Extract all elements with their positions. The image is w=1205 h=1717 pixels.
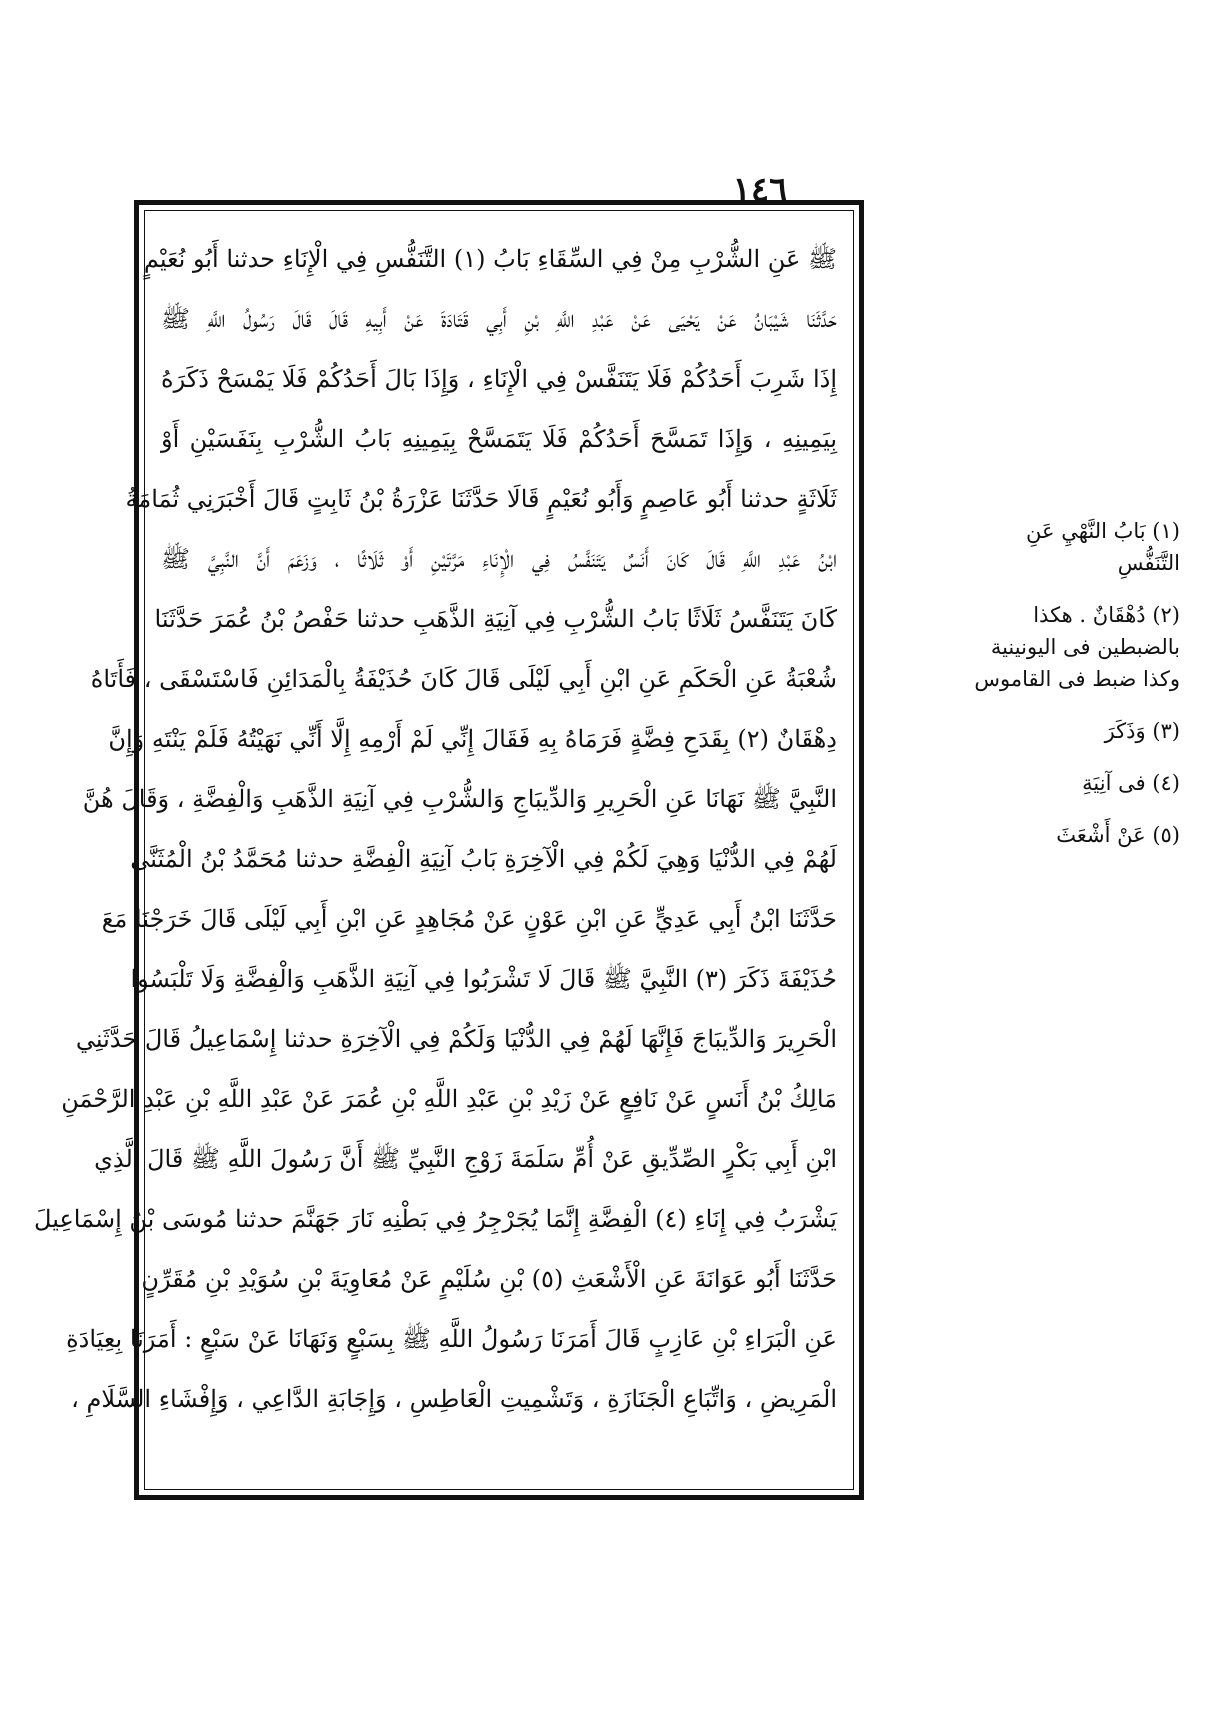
margin-note-2-cont: بالضبطين فى اليونينية xyxy=(990,635,1180,659)
margin-note-4: (٤) فى آنِيَةِ xyxy=(1082,771,1180,795)
margin-note-2: (٢) دُهْقَانٌ . هكذا xyxy=(1033,603,1180,627)
text-line-18: حَدَّثَنَا أَبُو عَوَانَةَ عَنِ الْأَشْعَثِ (٥) بْنِ سُلَيْمٍ عَنْ مُعَاوِيَةَ بْنِ سُوَيْدِ بْنِ مُقَرِّنٍ xyxy=(141,1265,837,1293)
text-line-2: حَدَّثَنَا شَيْبَانُ عَنْ يَحْيَى عَنْ عَبْدِ اللَّهِ بْنِ أَبِي قَتَادَةَ عَنْ أَبِيهِ قَالَ قَالَ رَسُولُ اللَّهِ ﷺ xyxy=(161,305,837,333)
text-line-6: ابْنُ عَبْدِ اللَّهِ قَالَ كَانَ أَنَسٌ يَتَنَفَّسُ فِي الْإِنَاءِ مَرَّتَيْنِ أَوْ ثَلَاثًا ، وَزَعَمَ أَنَّ النَّبِيَّ ﷺ xyxy=(161,545,837,573)
page-number: ١٤٦ xyxy=(732,170,788,210)
text-line-14: الْحَرِيرَ وَالدِّيبَاجَ فَإِنَّهَا لَهُمْ فِي الدُّنْيَا وَلَكُمْ فِي الْآخِرَةِ حدثنا إِسْمَاعِيلُ قَالَ حَدَّثَنِي xyxy=(75,1025,837,1053)
text-line-13: حُذَيْفَةَ ذَكَرَ (٣) النَّبِيَّ ﷺ قَالَ لَا تَشْرَبُوا فِي آنِيَةِ الذَّهَبِ وَالْفِضَّةِ وَلَا تَلْبَسُوا xyxy=(130,965,837,993)
text-line-16: ابْنِ أَبِي بَكْرٍ الصِّدِّيقِ عَنْ أُمِّ سَلَمَةَ زَوْجِ النَّبِيِّ ﷺ أَنَّ رَسُولَ اللَّهِ ﷺ قَالَ الَّذِي xyxy=(94,1145,837,1173)
text-line-11: لَهُمْ فِي الدُّنْيَا وَهِيَ لَكُمْ فِي الْآخِرَةِ بَابُ آنِيَةِ الْفِضَّةِ حدثنا مُحَمَّدُ بْنُ الْمُثَنَّى xyxy=(130,845,837,873)
text-line-12: حَدَّثَنَا ابْنُ أَبِي عَدِيٍّ عَنِ ابْنِ عَوْنٍ عَنْ مُجَاهِدٍ عَنِ ابْنِ أَبِي لَيْلَى قَالَ خَرَجْنَا مَعَ xyxy=(101,905,837,933)
text-line-9: دِهْقَانٌ (٢) بِقَدَحِ فِضَّةٍ فَرَمَاهُ بِهِ فَقَالَ إِنِّي لَمْ أَرْمِهِ إِلَّا أَنِّي نَهَيْتُهُ فَلَمْ يَنْتَهِ وَإِنَّ xyxy=(108,725,837,753)
margin-note-1-cont: التَّنَفُّسِ xyxy=(1117,551,1180,575)
main-text-block xyxy=(34,210,854,1490)
text-line-7: كَانَ يَتَنَفَّسُ ثَلَاثًا بَابُ الشُّرْبِ فِي آنِيَةِ الذَّهَبِ حدثنا حَفْصُ بْنُ عُمَرَ حَدَّثَنَا xyxy=(154,605,837,633)
margin-notes xyxy=(880,515,1180,851)
text-line-1: ﷺ عَنِ الشُّرْبِ مِنْ فِي السِّقَاءِ بَابُ (١) التَّنَفُّسِ فِي الْإِنَاءِ حدثنا أَبُو نُعَيْمٍ xyxy=(143,245,837,273)
text-line-8: شُعْبَةُ عَنِ الْحَكَمِ عَنِ ابْنِ أَبِي لَيْلَى قَالَ كَانَ حُذَيْفَةُ بِالْمَدَائِنِ فَاسْتَسْقَى ، فَأَتَاهُ xyxy=(90,665,837,693)
text-line-15: مَالِكُ بْنُ أَنَسٍ عَنْ نَافِعٍ عَنْ زَيْدِ بْنِ عَبْدِ اللَّهِ بْنِ عُمَرَ عَنْ عَبْدِ اللَّهِ بْنِ عَبْدِ الرَّحْمَنِ xyxy=(61,1085,837,1113)
margin-note-1: (١) بَابُ النَّهْيِ عَنِ xyxy=(1026,519,1180,543)
text-line-10: النَّبِيَّ ﷺ نَهَانَا عَنِ الْحَرِيرِ وَالدِّيبَاجِ وَالشُّرْبِ فِي آنِيَةِ الذَّهَبِ وَالْفِضَّةِ ، وَقَالَ هُنَّ xyxy=(82,785,837,813)
margin-note-2-cont-2: وكذا ضبط فى القاموس xyxy=(974,667,1180,691)
text-line-5: ثَلَاثَةٍ حدثنا أَبُو عَاصِمٍ وَأَبُو نُعَيْمٍ قَالَا حَدَّثَنَا عَزْرَةُ بْنُ ثَابِتٍ قَالَ أَخْبَرَنِي ثُمَامَةُ xyxy=(125,485,837,513)
text-line-4: بِيَمِينِهِ ، وَإِذَا تَمَسَّحَ أَحَدُكُمْ فَلَا يَتَمَسَّحْ بِيَمِينِهِ بَابُ الشُّرْبِ بِنَفَسَيْنِ أَوْ xyxy=(161,425,837,453)
margin-note-3: (٣) وَذَكَرَ xyxy=(1104,719,1180,743)
text-line-17: يَشْرَبُ فِي إِنَاءِ (٤) الْفِضَّةِ إِنَّمَا يُجَرْجِرُ فِي بَطْنِهِ نَارَ جَهَنَّمَ حدثنا مُوسَى بْنُ إِسْمَاعِيلَ xyxy=(34,1205,837,1233)
text-line-20: الْمَرِيضِ ، وَاتِّبَاعِ الْجَنَازَةِ ، وَتَشْمِيتِ الْعَاطِسِ ، وَإِجَابَةِ الدَّاعِي ، وَإِفْشَاءِ السَّلَامِ ، xyxy=(71,1385,837,1413)
text-line-19: عَنِ الْبَرَاءِ بْنِ عَازِبٍ قَالَ أَمَرَنَا رَسُولُ اللَّهِ ﷺ بِسَبْعٍ وَنَهَانَا عَنْ سَبْعٍ : أَمَرَنَا بِعِيَادَةِ xyxy=(66,1325,837,1353)
margin-note-5: (٥) عَنْ أَشْعَثَ xyxy=(1056,823,1180,847)
text-line-3: إِذَا شَرِبَ أَحَدُكُمْ فَلَا يَتَنَفَّسْ فِي الْإِنَاءِ ، وَإِذَا بَالَ أَحَدُكُمْ فَلَا يَمْسَحْ ذَكَرَهُ xyxy=(161,365,837,393)
